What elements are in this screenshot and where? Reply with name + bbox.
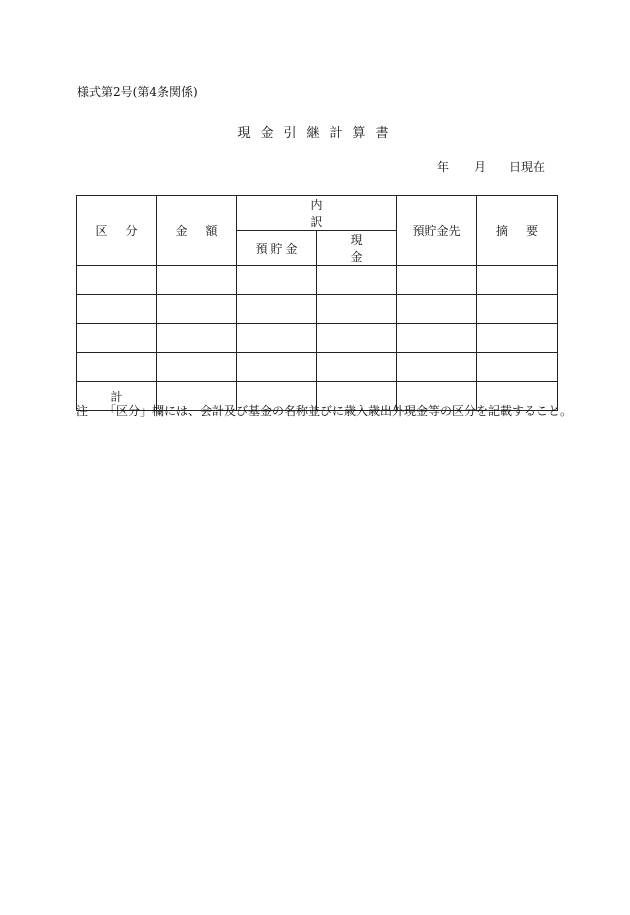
- cash-handover-table: [76, 195, 558, 411]
- table-row: [77, 324, 558, 353]
- header-depository: 預貯金先: [397, 196, 477, 266]
- table-row: [77, 353, 558, 382]
- table-cell: [477, 324, 558, 353]
- table-cell: [157, 353, 237, 382]
- table-cell: [317, 266, 397, 295]
- form-number: 様式第2号(第4条関係): [77, 85, 198, 99]
- footnote-text: 「区分」欄には、会計及び基金の名称並びに歳入歳出外現金等の区分を記載すること。: [104, 404, 573, 418]
- table-cell: [397, 324, 477, 353]
- table-cell: [237, 353, 317, 382]
- table-cell: [157, 295, 237, 324]
- header-deposit: 預貯金: [237, 231, 317, 266]
- table-cell: [237, 295, 317, 324]
- table-row: [77, 295, 558, 324]
- table-cell: [477, 353, 558, 382]
- table-cell: [317, 353, 397, 382]
- footnote: [76, 402, 572, 419]
- table-cell: [77, 353, 157, 382]
- table-cell: [77, 295, 157, 324]
- date-day-label: 日現在: [509, 160, 546, 174]
- date-month-label: 月: [474, 160, 487, 174]
- header-category: 区分: [77, 196, 157, 266]
- date-year-label: 年: [437, 160, 450, 174]
- table-cell: [237, 266, 317, 295]
- total-label: 計: [77, 382, 157, 411]
- table-cell: [397, 353, 477, 382]
- table-cell: [77, 266, 157, 295]
- header-remarks: 摘要: [477, 196, 558, 266]
- table-cell: [157, 324, 237, 353]
- table-cell: [157, 266, 237, 295]
- table-cell: [397, 266, 477, 295]
- table-cell: [477, 266, 558, 295]
- table-cell: [477, 295, 558, 324]
- footnote-mark: 注: [76, 404, 89, 418]
- table-cell: [77, 324, 157, 353]
- document-title: 現金引継計算書: [237, 126, 399, 141]
- table-cell: [317, 295, 397, 324]
- header-amount: 金額: [157, 196, 237, 266]
- header-breakdown: 内訳: [237, 196, 397, 231]
- table-row: [77, 266, 558, 295]
- table-cell: [317, 324, 397, 353]
- table-cell: [397, 295, 477, 324]
- table-cell: [237, 324, 317, 353]
- header-cash: 現金: [317, 231, 397, 266]
